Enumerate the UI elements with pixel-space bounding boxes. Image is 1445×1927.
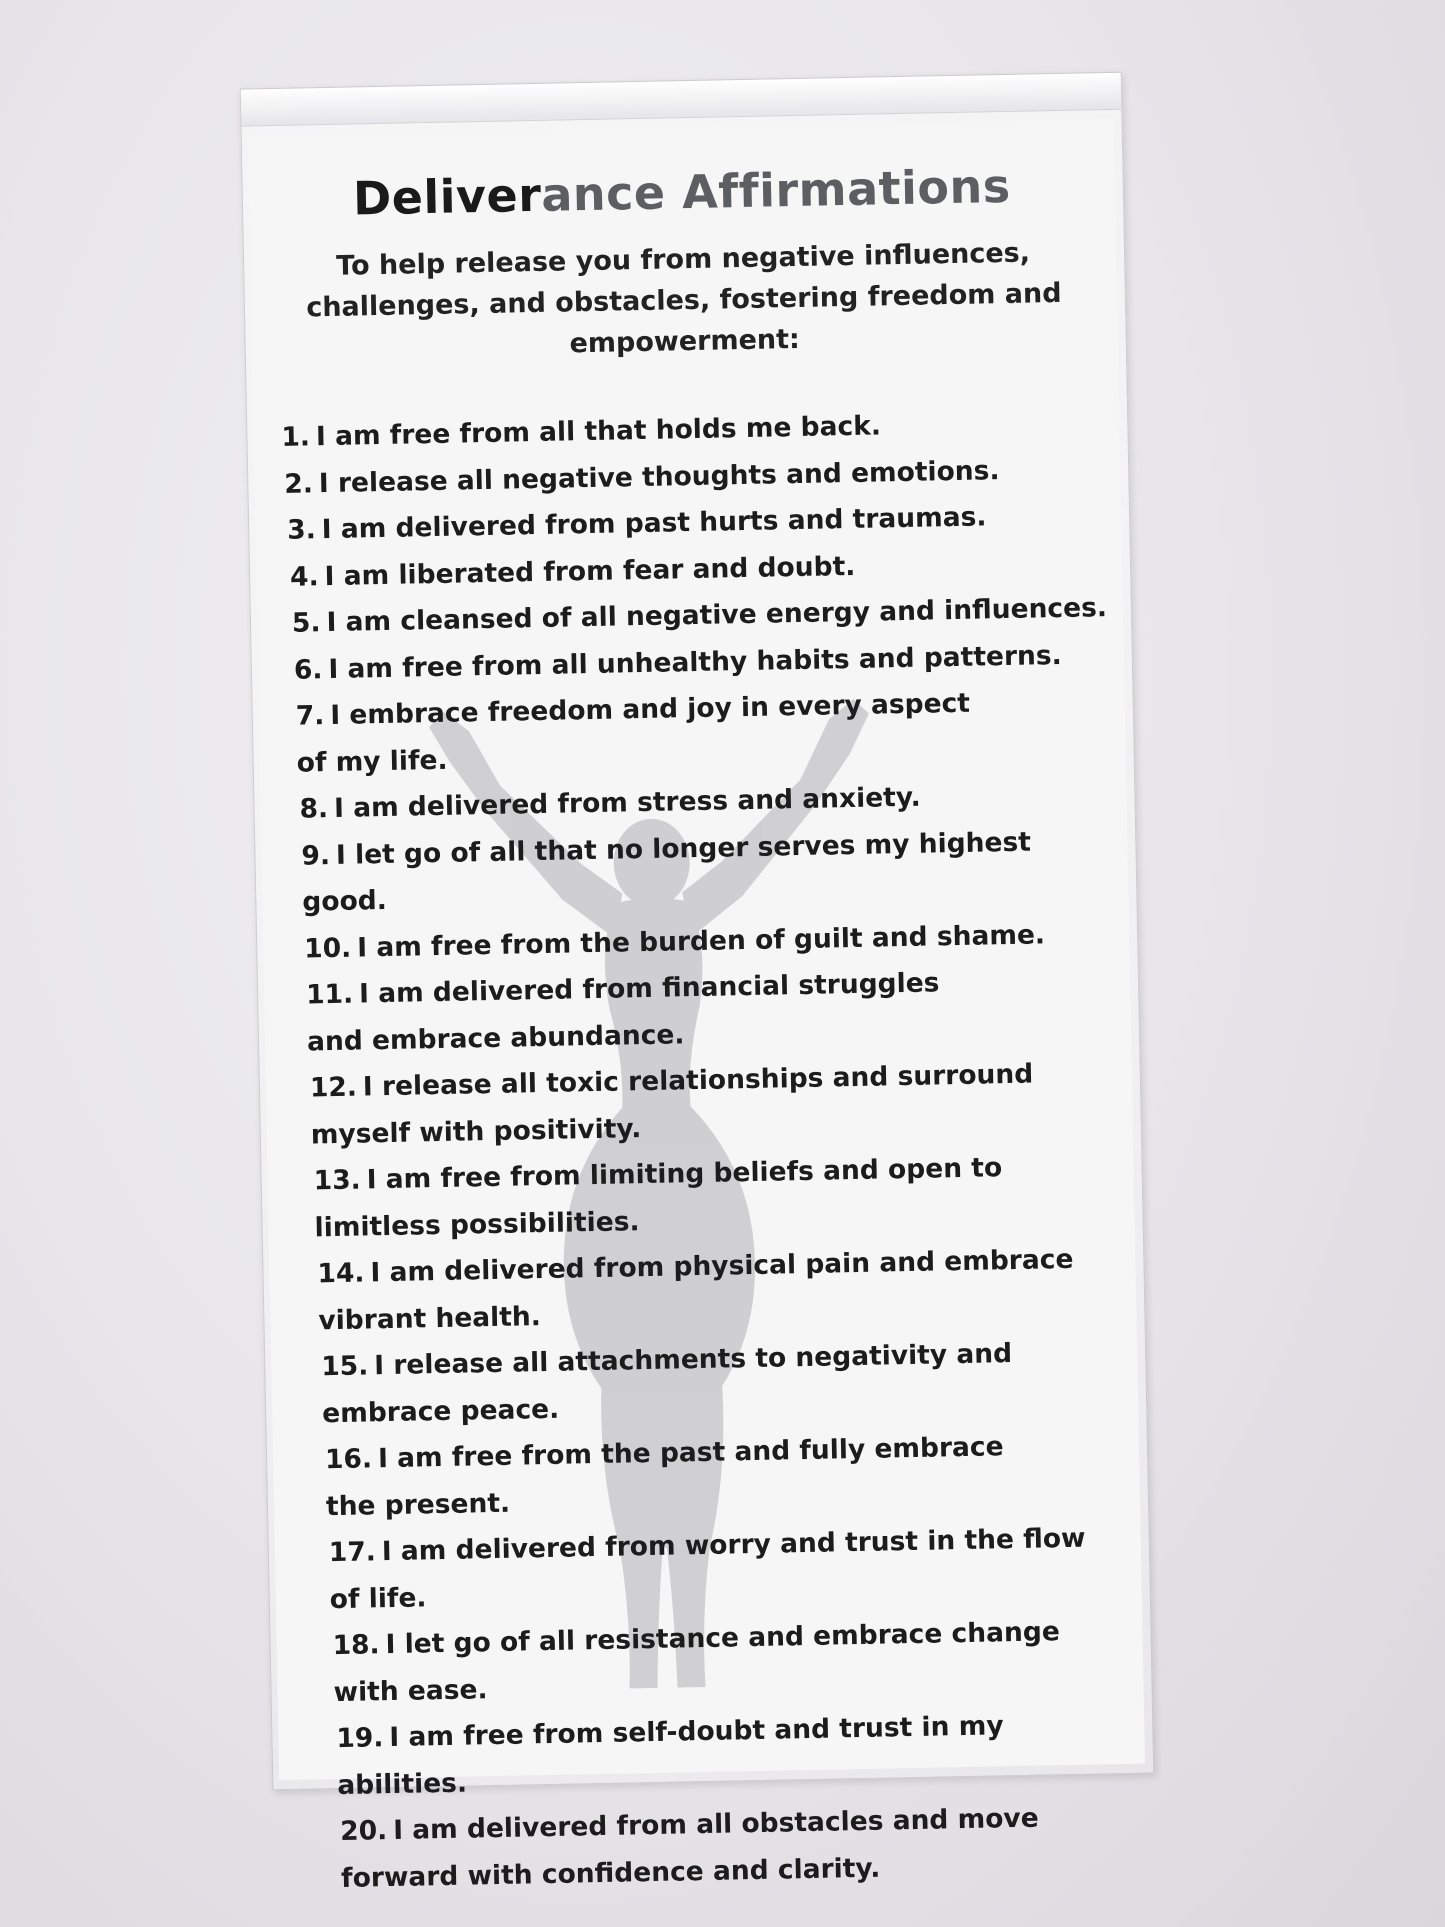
affirmation-item bbox=[287, 1143, 1105, 1252]
affirmation-text: I am free from self-doubt and trust in my abilities. bbox=[337, 1710, 1004, 1801]
affirmation-item bbox=[298, 1701, 1140, 1810]
affirmation-item bbox=[281, 817, 1123, 926]
affirmation-text: I am delivered from physical pain and embrace vibrant health. bbox=[318, 1243, 1074, 1336]
affirmation-number: 2. bbox=[284, 467, 314, 500]
affirmation-item bbox=[300, 1794, 1142, 1903]
affirmation-item bbox=[286, 1050, 1112, 1159]
affirmation-text: I am free from the past and fully embrace the present. bbox=[325, 1431, 1004, 1522]
affirmation-number: 5. bbox=[291, 607, 321, 639]
affirmation-item bbox=[284, 960, 968, 1066]
affirmation-number: 17. bbox=[328, 1536, 377, 1569]
affirmation-text: I am delivered from stress and anxiety. bbox=[333, 781, 922, 824]
affirmation-text: I am free from the burden of guilt and shame. bbox=[356, 918, 1046, 964]
affirmation-text: I let go of all that no longer serves my highest good. bbox=[302, 826, 1032, 918]
affirmation-text: I am delivered from worry and trust in the flow of life. bbox=[329, 1522, 1086, 1615]
affirmation-text: I release all negative thoughts and emotions. bbox=[318, 454, 1000, 499]
affirmation-number: 20. bbox=[339, 1815, 388, 1848]
card-title-part2: ance Affirmations bbox=[540, 158, 1012, 222]
affirmation-number: 13. bbox=[313, 1164, 361, 1197]
affirmation-number: 3. bbox=[286, 514, 317, 546]
card-subtitle: To help release you from negative influences, challenges, and obstacles, fostering freedom and empowerment: bbox=[305, 237, 1062, 360]
sleeve-top-edge bbox=[241, 73, 1122, 127]
affirmation-number: 14. bbox=[317, 1257, 365, 1290]
affirmation-number: 15. bbox=[320, 1350, 369, 1383]
affirmation-number: 6. bbox=[293, 653, 323, 686]
affirmation-number: 19. bbox=[336, 1722, 384, 1755]
affirmation-text: I let go of all resistance and embrace change with ease. bbox=[333, 1616, 1061, 1708]
affirmation-number: 18. bbox=[332, 1629, 380, 1662]
affirmation-number: 9. bbox=[301, 839, 331, 872]
affirmation-text: I am delivered from past hurts and traumas. bbox=[321, 501, 987, 546]
affirmation-list bbox=[273, 399, 1141, 1903]
affirmation-number: 4. bbox=[289, 560, 319, 593]
affirmation-number: 1. bbox=[281, 421, 311, 453]
affirmation-text: I am free from all unhealthy habits and patterns. bbox=[328, 639, 1063, 685]
affirmation-item bbox=[289, 1237, 1079, 1345]
affirmation-text: I release all toxic relationships and surround myself with positivity. bbox=[310, 1058, 1034, 1150]
affirmation-item bbox=[294, 1516, 1090, 1624]
card-title bbox=[248, 157, 1115, 228]
affirmation-item bbox=[293, 1423, 1047, 1530]
affirmation-card bbox=[248, 119, 1145, 1894]
affirmation-text: I am free from limiting beliefs and open to limitless possibilities. bbox=[314, 1152, 1003, 1243]
plastic-sleeve bbox=[240, 72, 1155, 1894]
affirmation-number: 16. bbox=[324, 1443, 373, 1476]
affirmation-number: 7. bbox=[295, 700, 325, 732]
card-title-part1: Deliver bbox=[352, 167, 542, 226]
affirmation-text: I release all attachments to negativity and embrace peace. bbox=[321, 1338, 1013, 1429]
affirmation-text: I am delivered from financial struggles and embrace abundance. bbox=[306, 967, 940, 1058]
affirmation-number: 10. bbox=[303, 932, 352, 965]
affirmation-text: I am free from all that holds me back. bbox=[315, 410, 882, 453]
affirmation-item bbox=[278, 680, 997, 787]
affirmation-text: I am liberated from fear and doubt. bbox=[324, 550, 856, 592]
affirmation-text: I am delivered from all obstacles and move forward with confidence and clarity. bbox=[340, 1802, 1039, 1894]
affirmation-item bbox=[296, 1608, 1114, 1717]
affirmation-item bbox=[291, 1329, 1133, 1438]
affirmation-text: I embrace freedom and joy in every aspect of my life. bbox=[296, 687, 971, 779]
affirmation-text: I am cleansed of all negative energy and influences. bbox=[326, 592, 1108, 639]
affirmation-number: 12. bbox=[309, 1071, 358, 1104]
affirmation-number: 8. bbox=[299, 793, 329, 825]
affirmation-number: 11. bbox=[305, 978, 354, 1011]
